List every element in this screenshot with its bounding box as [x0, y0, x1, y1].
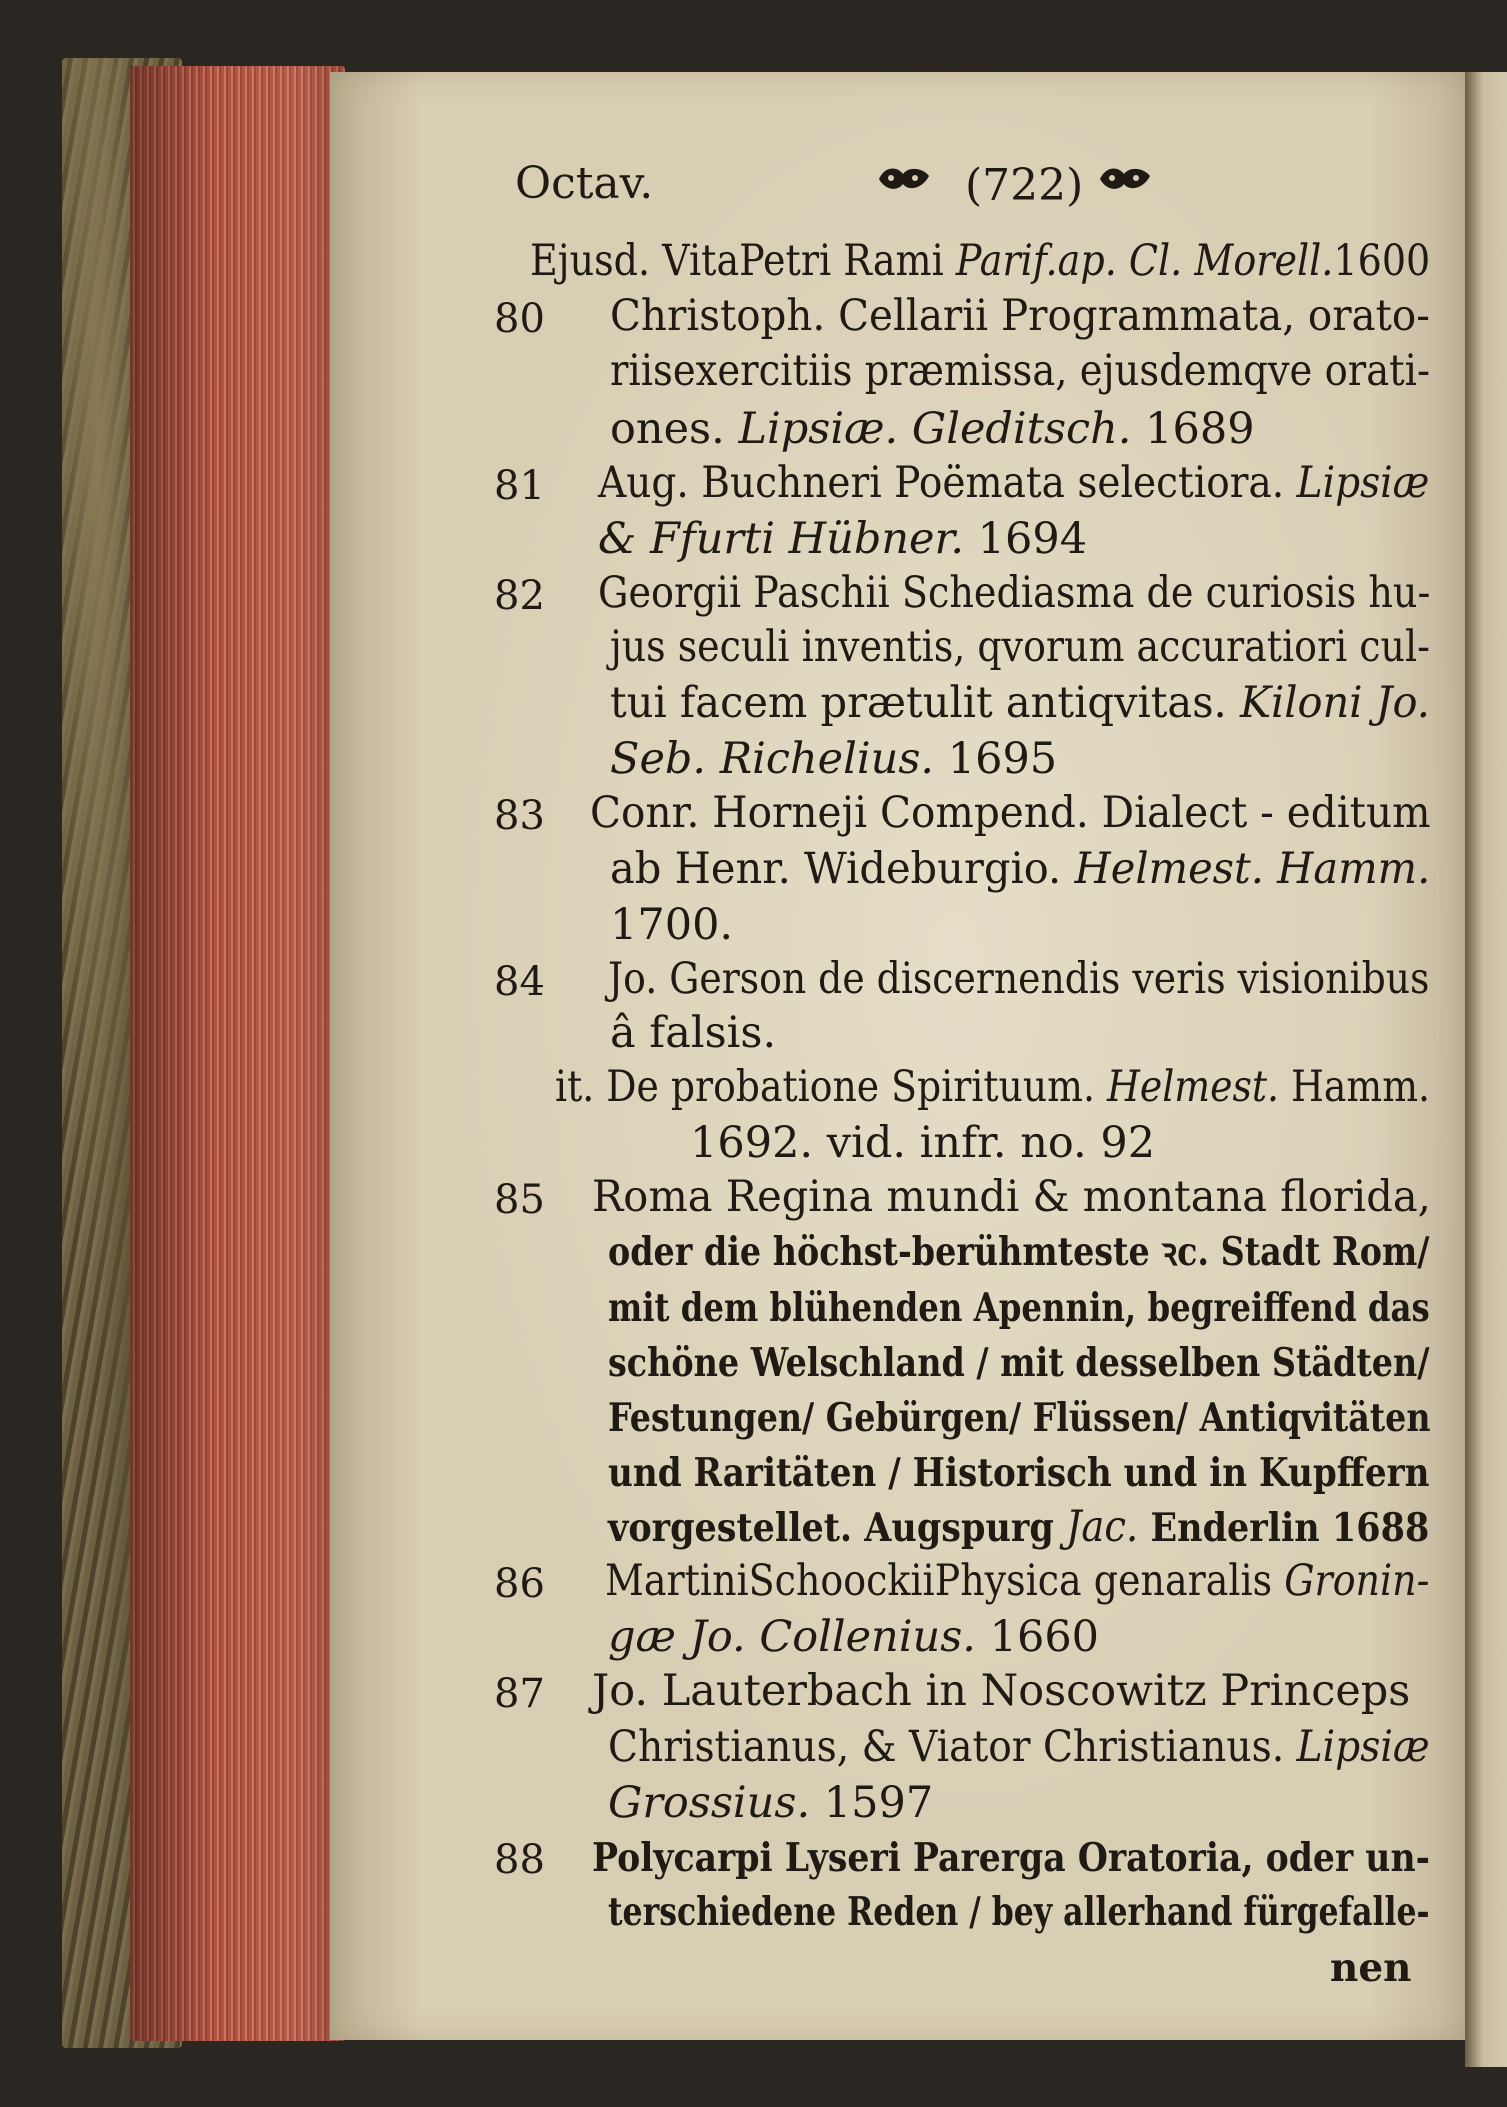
entry-line	[608, 1341, 1430, 1384]
entry-number: 85	[494, 1177, 545, 1223]
ornament-right-icon	[1096, 162, 1154, 196]
entry-line	[608, 1778, 934, 1828]
entry-text-segment: 1700.	[610, 900, 734, 950]
entry-text-segment: Hamm.	[1278, 1062, 1431, 1112]
entry-line	[608, 1451, 1430, 1494]
entry-text-segment: 1597	[810, 1778, 934, 1828]
entry-text-segment: ones.	[610, 404, 739, 454]
entry-text-segment: Polycarpi Lyseri Parerga Oratoria, oder un-	[592, 1835, 1431, 1881]
entry-text-segment: MartiniSchoockiiPhysica genaralis	[605, 1556, 1285, 1606]
entry-text-segment: mit dem blühenden Apennin, begreiffend das	[608, 1285, 1430, 1331]
entry-line	[608, 1890, 1430, 1933]
entry-number: 86	[494, 1561, 545, 1607]
entry-text-segment: und Raritäten / Historisch und in Kupffern	[608, 1450, 1430, 1496]
entry-number: 83	[494, 793, 545, 839]
entry-text-segment: jus seculi inventis, qvorum accuratiori cul-	[610, 622, 1430, 672]
entry-text-segment: terschiedene Reden / bey allerhand fürgefalle-	[608, 1889, 1430, 1935]
entry-line	[610, 734, 1058, 784]
entry-line	[608, 1612, 1100, 1662]
entry-line	[608, 1286, 1430, 1329]
entry-text-segment: 1689	[1131, 404, 1255, 454]
entry-line	[598, 568, 1431, 618]
entry-text-segment: schöne Welschland / mit desselben Städten/	[608, 1340, 1430, 1386]
entry-text-segment: Seb. Richelius.	[610, 734, 935, 784]
entry-text-segment: Parif.ap. Cl. Morell.	[955, 236, 1334, 286]
entry-text-segment: ab Henr. Wideburgio.	[610, 844, 1075, 894]
entry-text-segment: 1695	[934, 734, 1058, 784]
entry-text-segment: Gronin-	[1284, 1556, 1430, 1606]
facing-page-edge	[1465, 72, 1507, 2067]
entry-line	[608, 1230, 1429, 1273]
entry-line	[592, 1666, 1411, 1716]
entry-text-segment: gæ Jo. Collenius.	[608, 1612, 976, 1662]
entry-text-segment: Ejusd. VitaPetri Rami	[530, 236, 956, 286]
entry-number: 88	[494, 1837, 545, 1883]
entry-text-segment: Jo. Lauterbach in Noscowitz Princeps	[592, 1666, 1411, 1716]
entry-text-segment: & Ffurti Hübner.	[598, 514, 965, 564]
entry-line	[530, 236, 1431, 286]
entry-text-segment: 1660	[975, 1612, 1100, 1662]
entry-line	[598, 514, 1088, 564]
entry-text-segment: Enderlin 1688	[1138, 1505, 1430, 1551]
entry-line	[610, 1008, 777, 1058]
entry-number: 81	[494, 463, 545, 509]
entry-line	[555, 1062, 1431, 1112]
entry-text-segment: 1600	[1333, 236, 1431, 286]
entry-text-segment: Helmest. Hamm.	[1074, 844, 1431, 894]
entry-text-segment: Christianus, & Viator Christianus.	[608, 1722, 1297, 1772]
entry-line	[610, 844, 1431, 894]
entry-text-segment: nen	[1330, 1945, 1412, 1991]
entry-line	[608, 1502, 1430, 1552]
entry-line	[608, 1722, 1430, 1772]
entry-line	[605, 1556, 1430, 1606]
entry-text-segment: 1694	[964, 514, 1088, 564]
entry-line	[610, 404, 1255, 454]
page-number: (722)	[965, 160, 1084, 211]
entry-text-segment: Kiloni Jo.	[1239, 678, 1430, 728]
entry-line	[690, 1118, 1156, 1168]
entry-line	[592, 1172, 1431, 1222]
entry-text-segment: Lipsiæ. Gleditsch.	[738, 404, 1132, 454]
entry-text-segment: Roma Regina mundi & montana florida,	[592, 1172, 1431, 1222]
entry-text-segment: Jac.	[1065, 1502, 1139, 1552]
entry-text-segment: Lipsiæ	[1296, 1722, 1430, 1772]
entry-line	[610, 678, 1430, 728]
entry-line	[610, 346, 1431, 396]
entry-line	[590, 788, 1431, 838]
entry-text-segment: â falsis.	[610, 1008, 777, 1058]
entry-line	[610, 622, 1430, 672]
entry-line	[608, 954, 1430, 1004]
entry-line	[610, 291, 1430, 341]
entry-text-segment: Festungen/ Gebürgen/ Flüssen/ Antiqvitäten	[608, 1395, 1431, 1441]
entry-text-segment: Helmest.	[1106, 1062, 1279, 1112]
entry-text-segment: Jo. Gerson de discernendis veris visionibus	[608, 954, 1430, 1004]
entry-number: 82	[494, 573, 545, 619]
entry-number: 84	[494, 959, 545, 1005]
entry-text-segment: riisexercitiis præmissa, ejusdemqve orati-	[610, 346, 1431, 396]
entry-text-segment: oder die höchst-berühmteste ꝛc. Stadt Rom/	[608, 1229, 1430, 1275]
entry-text-segment: Grossius.	[608, 1778, 811, 1828]
entry-number: 87	[494, 1671, 545, 1717]
section-heading: Octav.	[515, 158, 654, 209]
entry-line	[598, 458, 1430, 508]
entry-text-segment: Georgii Paschii Schediasma de curiosis hu-	[598, 568, 1431, 618]
entry-text-segment: Conr. Horneji Compend. Dialect - editum	[590, 788, 1431, 838]
entry-line	[592, 1836, 1430, 1879]
entry-line	[608, 1396, 1431, 1439]
entry-line	[610, 900, 734, 950]
entry-text-segment: Aug. Buchneri Poëmata selectiora.	[598, 458, 1297, 508]
entry-number: 80	[494, 296, 545, 342]
entry-line	[1330, 1946, 1412, 1989]
entry-text-segment: Christoph. Cellarii Programmata, orato-	[610, 291, 1430, 341]
entry-text-segment: 1692. vid. infr. no. 92	[690, 1118, 1156, 1168]
entry-text-segment: vorgestellet. Augspurg	[608, 1505, 1066, 1551]
ornament-left-icon	[875, 162, 933, 196]
page-edges	[130, 66, 345, 2041]
entry-text-segment: it. De probatione Spirituum.	[555, 1062, 1107, 1112]
entry-text-segment: Lipsiæ	[1296, 458, 1430, 508]
entry-text-segment: tui facem prætulit antiqvitas.	[610, 678, 1240, 728]
